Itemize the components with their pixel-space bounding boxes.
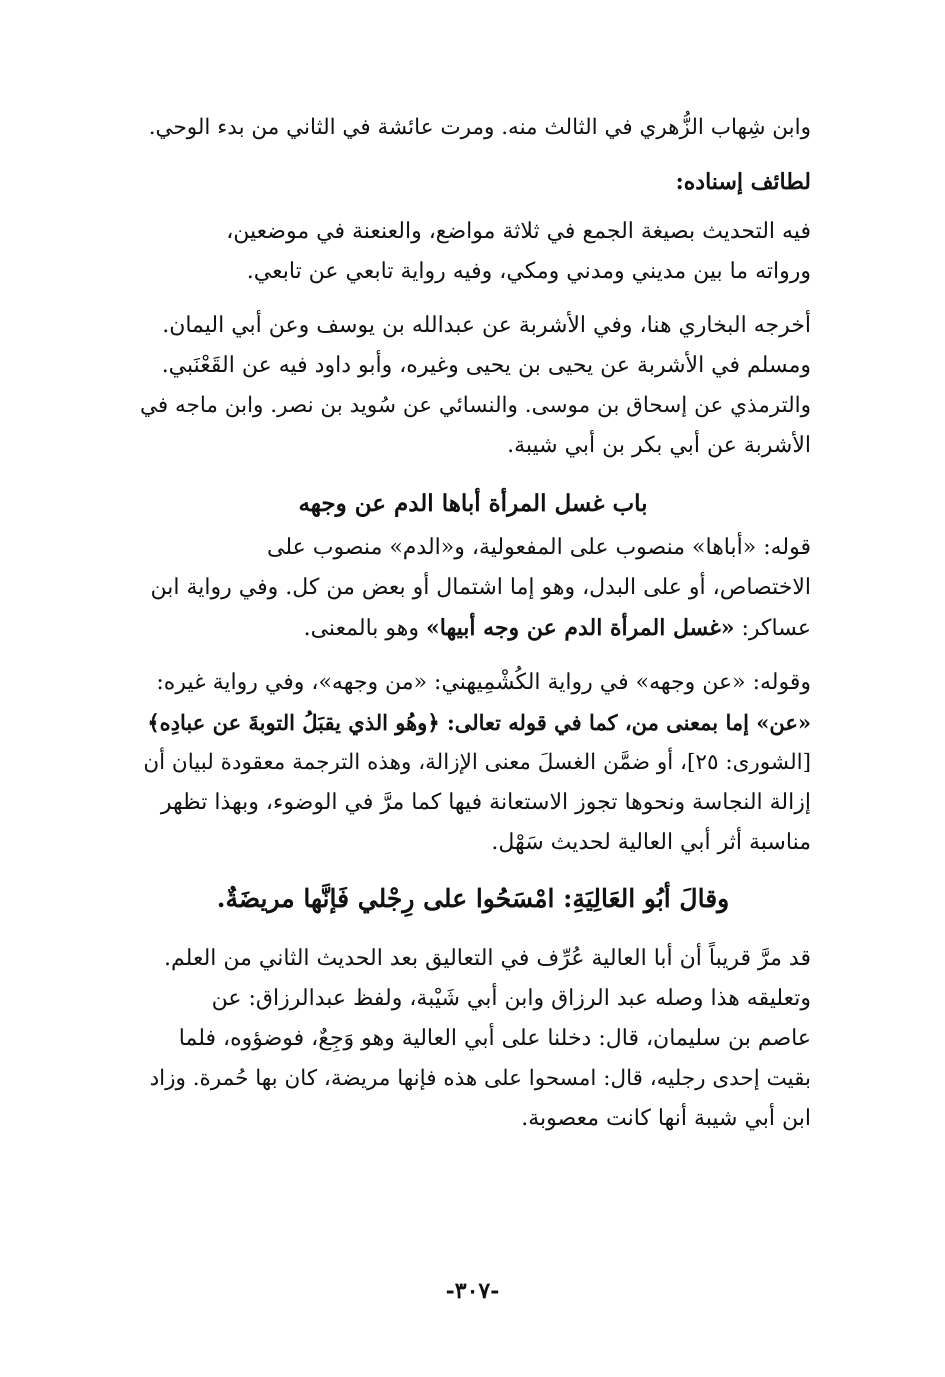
page-number: -٣٠٧-	[445, 1278, 500, 1304]
text-line: أخرجه البخاري هنا، وفي الأشربة عن عبدالله بن يوسف وعن أبي اليمان.	[162, 313, 811, 338]
hadith-quote: وقالَ أبُو العَالِيَةِ: امْسَحُوا على رِجْلي فَإنَّها مريضَةٌ.	[216, 884, 730, 913]
text-line: الاختصاص، أو على البدل، وهو إما اشتمال أو بعض من كل. وفي رواية ابن	[150, 575, 811, 600]
text-line: ابن أبي شيبة أنها كانت معصوبة.	[521, 1106, 811, 1131]
text-line: قد مرَّ قريباً أن أبا العالية عُرِّف في التعاليق بعد الحديث الثاني من العلم.	[164, 946, 811, 971]
paragraph-2	[135, 212, 811, 292]
paragraph-6	[135, 939, 811, 979]
text-line: مناسبة أثر أبي العالية لحديث سَهْل.	[491, 830, 811, 855]
paragraph-1	[135, 108, 811, 148]
text-line: وقوله: «عن وجهه» في رواية الكُشْمِيهني: «من وجهه»، وفي رواية غيره:	[156, 670, 811, 695]
text-line: إزالة النجاسة ونحوها تجوز الاستعانة فيها كما مرَّ في الوضوء، وبهذا تظهر	[160, 790, 811, 815]
page-body	[135, 108, 811, 1153]
text-line: فيه التحديث بصيغة الجمع في ثلاثة مواضع، والعنعنة في موضعين،	[226, 219, 811, 244]
section-subheading: لطائف إسناده:	[675, 169, 811, 195]
chapter-heading: باب غسل المرأة أباها الدم عن وجهه	[298, 490, 648, 517]
paragraph-4	[135, 528, 811, 649]
text-line: والترمذي عن إسحاق بن موسى. والنسائي عن سُويد بن نصر. وابن ماجه في	[139, 393, 811, 418]
bold-quotation: «غسل المرأة الدم عن وجه أبيها»	[426, 615, 735, 641]
text-line-mixed	[135, 608, 811, 649]
text-line: وابن شِهاب الزُّهري في الثالث منه. ومرت عائشة في الثاني من بدء الوحي.	[148, 115, 811, 140]
text-span: وهو بالمعنى.	[303, 616, 427, 641]
text-span: عساكر:	[734, 616, 811, 641]
text-line: ورواته ما بين مديني ومدني ومكي، وفيه رواية تابعي عن تابعي.	[246, 259, 811, 284]
paragraph-5	[135, 663, 811, 863]
text-line: وتعليقه هذا وصله عبد الرزاق وابن أبي شَيْبة، ولفظ عبدالرزاق: عن	[211, 986, 811, 1011]
text-line: قوله: «أباها» منصوب على المفعولية، و«الدم» منصوب على	[267, 535, 811, 560]
quran-verse: ﴿وهُو الذي يقبَلُ التوبةَ عن عبادِه﴾	[147, 710, 440, 735]
text-line: [الشورى: ٢٥]، أو ضمَّن الغسلَ معنى الإزالة، وهذه الترجمة معقودة لبيان أن	[143, 750, 811, 775]
text-line: ومسلم في الأشربة عن يحيى بن يحيى وغيره، وأبو داود فيه عن القَعْنَبي.	[161, 353, 811, 378]
paragraph-3	[135, 306, 811, 466]
text-line-mixed	[135, 703, 811, 743]
text-line: الأشربة عن أبي بكر بن أبي شيبة.	[507, 433, 811, 458]
paragraph-7	[135, 979, 811, 1139]
text-line: بقيت إحدى رجليه، قال: امسحوا على هذه فإنها مريضة، كان بها حُمرة. وزاد	[149, 1066, 811, 1091]
text-span: «عن» إما بمعنى من، كما في قوله تعالى:	[439, 710, 811, 735]
text-line: عاصم بن سليمان، قال: دخلنا على أبي العالية وهو وَجِعٌ، فوضؤوه، فلما	[178, 1026, 811, 1051]
